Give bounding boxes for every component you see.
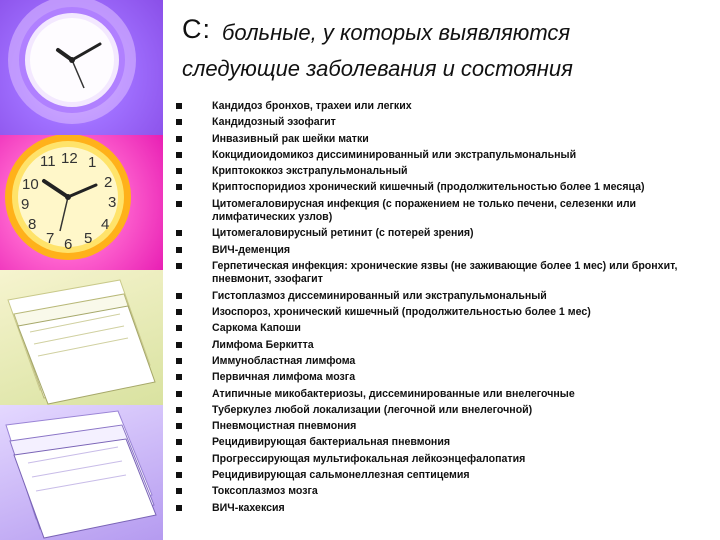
purple-clock-icon bbox=[0, 0, 163, 135]
list-item-text: Изоспороз, хронический кишечный (продолжительностью более 1 мес) bbox=[212, 306, 591, 319]
list-item-text: ВИЧ-деменция bbox=[212, 243, 291, 256]
square-bullet-icon bbox=[176, 488, 182, 494]
list-item-text: Рецидивирующая сальмонеллезная септицемия bbox=[212, 469, 470, 482]
title-text-line2: следующие заболевания и состояния bbox=[182, 56, 573, 81]
purple-clock-panel bbox=[0, 0, 163, 135]
square-bullet-icon bbox=[176, 103, 182, 109]
list-item-text: Криптоспоридиоз хронический кишечный (продолжительностью более 1 месяца) bbox=[212, 181, 645, 194]
list-item-text: Пневмоцистная пневмония bbox=[212, 420, 357, 433]
list-item bbox=[176, 244, 706, 257]
title-text: больные, у которых выявляются bbox=[222, 20, 571, 45]
clock-number: 7 bbox=[46, 230, 55, 247]
list-item-text: Герпетическая инфекция: хронические язвы (не заживающие более 1 мес) или бронхит, пневмонит, эзофагит bbox=[212, 260, 678, 286]
list-item-text: Саркома Капоши bbox=[212, 322, 301, 335]
list-item bbox=[176, 485, 706, 498]
clock-number: 11 bbox=[40, 153, 56, 170]
list-item bbox=[176, 469, 706, 482]
list-item-text: Лимфома Беркитта bbox=[212, 338, 314, 351]
square-bullet-icon bbox=[176, 456, 182, 462]
list-item-text: Атипичные микобактериозы, диссеминированные или внелегочные bbox=[212, 387, 575, 400]
square-bullet-icon bbox=[176, 230, 182, 236]
list-item bbox=[176, 181, 706, 194]
square-bullet-icon bbox=[176, 263, 182, 269]
papers-panel-top bbox=[0, 270, 163, 405]
list-item-text: Туберкулез любой локализации (легочной или внелегочной) bbox=[212, 403, 533, 416]
paper-stack-icon bbox=[0, 270, 163, 405]
list-item bbox=[176, 404, 706, 417]
list-item bbox=[176, 227, 706, 240]
square-bullet-icon bbox=[176, 391, 182, 397]
list-item bbox=[176, 165, 706, 178]
list-item bbox=[176, 371, 706, 384]
square-bullet-icon bbox=[176, 136, 182, 142]
square-bullet-icon bbox=[176, 184, 182, 190]
clock-number: 10 bbox=[22, 176, 39, 193]
pink-clock-panel bbox=[0, 135, 163, 270]
clock-icon bbox=[0, 135, 163, 270]
list-item-text: Прогрессирующая мультифокальная лейкоэнцефалопатия bbox=[212, 452, 526, 465]
list-item-text: Криптококкоз экстрапульмональный bbox=[212, 165, 408, 178]
list-item bbox=[176, 322, 706, 335]
list-item bbox=[176, 339, 706, 352]
square-bullet-icon bbox=[176, 342, 182, 348]
square-bullet-icon bbox=[176, 309, 182, 315]
title-prefix: С: bbox=[182, 14, 211, 44]
list-item-text: Иммунобластная лимфома bbox=[212, 354, 356, 367]
list-item bbox=[176, 133, 706, 146]
papers-panel-bottom bbox=[0, 405, 163, 540]
square-bullet-icon bbox=[176, 374, 182, 380]
clock-number: 9 bbox=[21, 196, 30, 213]
square-bullet-icon bbox=[176, 293, 182, 299]
square-bullet-icon bbox=[176, 325, 182, 331]
list-item bbox=[176, 198, 706, 225]
square-bullet-icon bbox=[176, 201, 182, 207]
list-item bbox=[176, 355, 706, 368]
list-item-text: ВИЧ-кахексия bbox=[212, 501, 285, 514]
list-item bbox=[176, 306, 706, 319]
disease-list bbox=[176, 100, 706, 518]
list-item bbox=[176, 436, 706, 449]
decorative-sidebar bbox=[0, 0, 163, 540]
list-item bbox=[176, 453, 706, 466]
list-item-text: Цитомегаловирусный ретинит (с потерей зрения) bbox=[212, 227, 474, 240]
clock-number: 8 bbox=[28, 216, 37, 233]
list-item bbox=[176, 100, 706, 113]
square-bullet-icon bbox=[176, 358, 182, 364]
list-item-text: Инвазивный рак шейки матки bbox=[212, 132, 369, 145]
list-item-text: Кандидоз бронхов, трахеи или легких bbox=[212, 100, 412, 112]
clock-number: 6 bbox=[64, 236, 73, 253]
square-bullet-icon bbox=[176, 472, 182, 478]
square-bullet-icon bbox=[176, 505, 182, 511]
square-bullet-icon bbox=[176, 152, 182, 158]
square-bullet-icon bbox=[176, 407, 182, 413]
square-bullet-icon bbox=[176, 168, 182, 174]
list-item-text: Цитомегаловирусная инфекция (с поражением не только печени, селезенки или лимфатических узлов) bbox=[212, 197, 637, 224]
list-item bbox=[176, 260, 706, 287]
clock-number: 2 bbox=[104, 174, 113, 191]
clock-number: 3 bbox=[108, 194, 117, 211]
square-bullet-icon bbox=[176, 439, 182, 445]
clock-number: 12 bbox=[61, 150, 78, 167]
list-item bbox=[176, 502, 706, 515]
list-item-text: Первичная лимфома мозга bbox=[212, 371, 356, 384]
list-item bbox=[176, 420, 706, 433]
list-item-text: Кокцидиоидомикоз диссиминированный или экстрапульмональный bbox=[212, 148, 577, 161]
square-bullet-icon bbox=[176, 423, 182, 429]
list-item-text: Токсоплазмоз мозга bbox=[212, 485, 318, 498]
clock-number: 4 bbox=[101, 216, 110, 233]
list-item bbox=[176, 149, 706, 162]
clock-number: 1 bbox=[88, 154, 97, 171]
paper-stack-icon bbox=[0, 405, 163, 540]
list-item-text: Гистоплазмоз диссеминированный или экстрапульмональный bbox=[212, 289, 547, 302]
square-bullet-icon bbox=[176, 247, 182, 253]
list-item-text: Кандидозный эзофагит bbox=[212, 116, 336, 129]
list-item bbox=[176, 290, 706, 303]
list-item bbox=[176, 116, 706, 129]
square-bullet-icon bbox=[176, 119, 182, 125]
list-item bbox=[176, 388, 706, 401]
clock-number: 5 bbox=[84, 230, 93, 247]
list-item-text: Рецидивирующая бактериальная пневмония bbox=[212, 436, 451, 449]
